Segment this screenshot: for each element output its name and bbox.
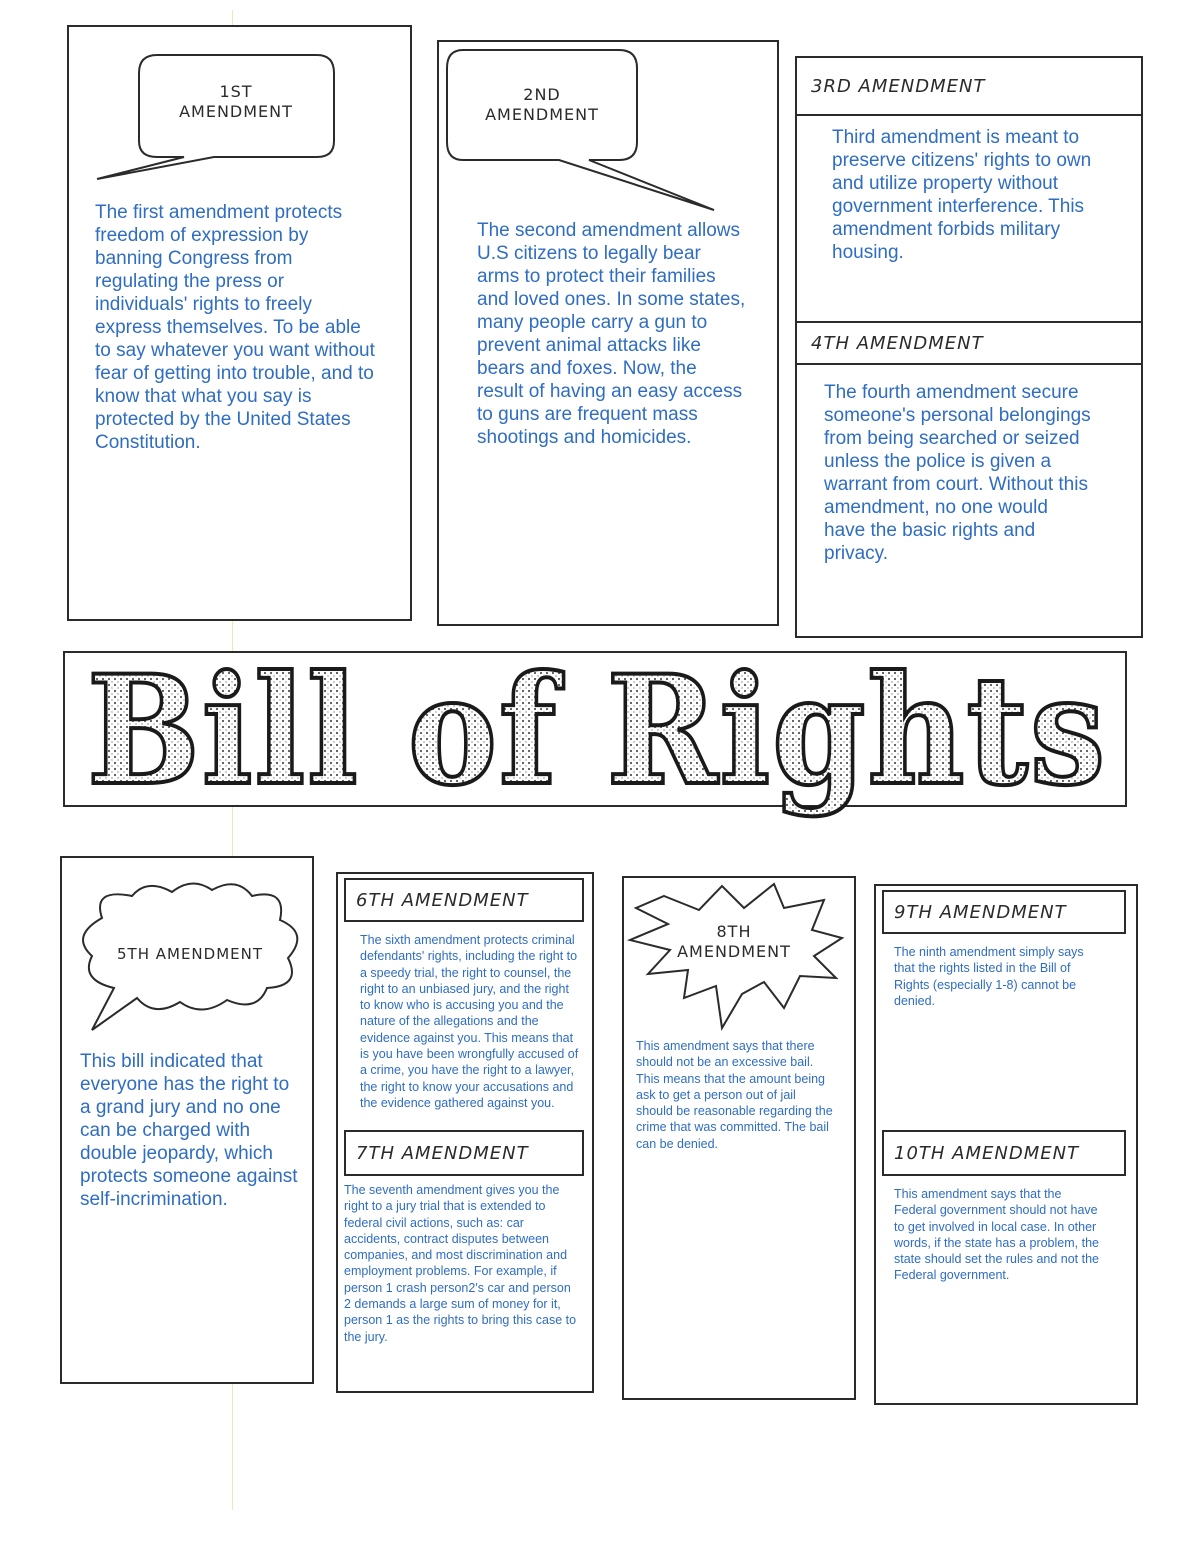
heading-10th-amendment: 10TH AMENDMENT bbox=[882, 1130, 1126, 1176]
title-banner bbox=[63, 643, 1127, 819]
panel-8th-amendment bbox=[622, 876, 856, 1400]
heading-6th-amendment: 6TH AMENDMENT bbox=[344, 878, 584, 922]
heading-9th-amendment: 9TH AMENDMENT bbox=[882, 890, 1126, 934]
heading-3rd-amendment: 3RD AMENDMENT bbox=[797, 58, 1141, 116]
panel-5th-amendment bbox=[60, 856, 314, 1384]
text-10th-amendment: This amendment says that the Federal government should not have to get involved in local case. In other words, if the state has a problem, the state should set the rules and not the Federal government. bbox=[894, 1187, 1099, 1283]
speech-bubble-2 bbox=[439, 42, 781, 222]
text-3rd-amendment: Third amendment is meant to preserve citizens' rights to own and utilize property without government interference. This amendment forbids military housing. bbox=[832, 127, 1092, 263]
panel-9th-10th-amendment bbox=[874, 884, 1138, 1405]
text-5th-amendment: This bill indicated that everyone has the right to a grand jury and no one can be charged with double jeopardy, which protects someone against self-incrimination. bbox=[80, 1051, 298, 1210]
title-art bbox=[65, 623, 1129, 823]
text-7th-amendment: The seventh amendment gives you the right to a jury trial that is extended to federal civil actions, such as: car accidents, contract disputes between companies, and most discrimination and employment problems. For example, if person 1 crash person2's car and person 2 demands a large sum of money for it, person 1 as the rights to bring this case to the jury. bbox=[344, 1183, 577, 1344]
panel-3rd-4th-amendment bbox=[795, 56, 1143, 638]
text-9th-amendment: The ninth amendment simply says that the rights listed in the Bill of Rights (especially 1-8) cannot be denied. bbox=[894, 945, 1084, 1008]
title-text: Bill of Rights bbox=[87, 643, 1107, 819]
heading-4th-amendment: 4TH AMENDMENT bbox=[797, 321, 1141, 365]
heading-7th-amendment: 7TH AMENDMENT bbox=[344, 1130, 584, 1176]
panel-6th-7th-amendment bbox=[336, 872, 594, 1393]
heading-1st-amendment: 1ST AMENDMENT bbox=[179, 82, 293, 121]
heading-2nd-amendment: 2ND AMENDMENT bbox=[485, 85, 599, 124]
heading-5th-amendment: 5TH AMENDMENT bbox=[116, 945, 263, 963]
text-4th-amendment: The fourth amendment secure someone's personal belongings from being searched or seized unless the police is given a warrant from court. Without this amendment, no one would have the basic rights and privacy. bbox=[824, 382, 1091, 564]
heading-8th-amendment: 8TH AMENDMENT bbox=[677, 922, 791, 961]
text-1st-amendment: The first amendment protects freedom of expression by banning Congress from regulating the press or individuals' rights to freely express themselves. To be able to say whatever you want without fear of getting into trouble, and to know that what you say is protected by the United States Constitution. bbox=[95, 202, 375, 453]
burst-bubble-8 bbox=[624, 878, 858, 1048]
panel-2nd-amendment bbox=[437, 40, 779, 626]
panel-1st-amendment bbox=[67, 25, 412, 621]
text-2nd-amendment: The second amendment allows U.S citizens to legally bear arms to protect their families and loved ones. In some states, many people carry a gun to prevent animal attacks like bears and foxes. Now, the result of having an easy access to guns are frequent mass shootings and homicides. bbox=[477, 220, 746, 448]
text-6th-amendment: The sixth amendment protects criminal defendants' rights, including the right to a speedy trial, the right to counsel, the right to an unbiased jury, and the right to know who is accusing you and the nature of the allegations and the evidence against you. This means that is you have been wrongfully accused of a crime, you have the right to a lawyer, the right to know your accusations and the evidence gathered against you. bbox=[360, 933, 579, 1110]
text-8th-amendment: This amendment says that there should not be an excessive bail. This means that the amount being ask to get a person out of jail should be reasonable regarding the crime that was committed. The bail can be denied. bbox=[636, 1039, 833, 1151]
